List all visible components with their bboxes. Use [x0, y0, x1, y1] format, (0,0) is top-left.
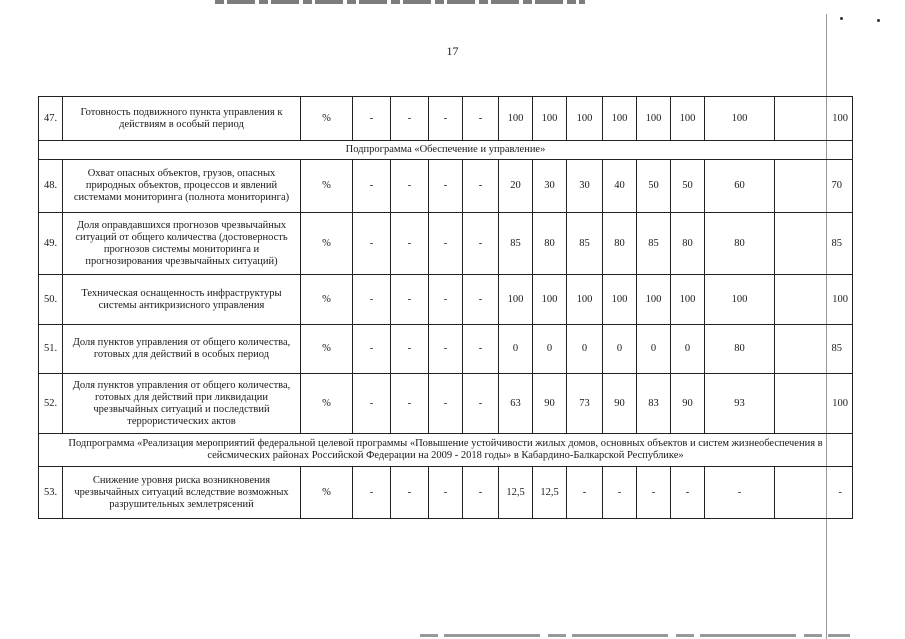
indicators-table — [38, 96, 853, 519]
value-cell: 83 — [637, 374, 671, 434]
value-cell: 100 — [671, 97, 705, 141]
value-cell: - — [391, 325, 429, 374]
value-cell: 73 — [567, 374, 603, 434]
unit-cell: % — [301, 160, 353, 213]
value-cell: - — [463, 275, 499, 325]
table-row — [39, 325, 853, 374]
value-cell: 85 — [637, 213, 671, 275]
value-cell: 100 — [775, 97, 853, 141]
table-row — [39, 213, 853, 275]
value-cell: - — [353, 213, 391, 275]
value-cell: 0 — [637, 325, 671, 374]
value-cell: - — [429, 97, 463, 141]
value-cell: 85 — [567, 213, 603, 275]
table-row — [39, 160, 853, 213]
value-cell: 100 — [603, 97, 637, 141]
value-cell: 50 — [637, 160, 671, 213]
unit-cell: % — [301, 213, 353, 275]
value-cell: 100 — [567, 275, 603, 325]
scan-artifact-top — [215, 0, 585, 4]
value-cell: 40 — [603, 160, 637, 213]
value-cell: - — [567, 467, 603, 519]
indicator-name: Доля оправдавшихся прогнозов чрезвычайных ситуаций от общего количества (достоверность прогнозов системы мониторинга и прогнозирования чрезвычайных ситуаций) — [63, 213, 301, 275]
row-number: 49. — [39, 213, 63, 275]
value-cell: - — [353, 97, 391, 141]
table-row — [39, 97, 853, 141]
value-cell: 100 — [499, 97, 533, 141]
table-row — [39, 374, 853, 434]
section-row — [39, 434, 853, 467]
value-cell: 100 — [671, 275, 705, 325]
value-cell: - — [775, 467, 853, 519]
value-cell: 100 — [705, 275, 775, 325]
indicator-name: Техническая оснащенность инфраструктуры системы антикризисного управления — [63, 275, 301, 325]
value-cell: 12,5 — [533, 467, 567, 519]
value-cell: - — [391, 97, 429, 141]
value-cell: - — [353, 374, 391, 434]
unit-cell: % — [301, 97, 353, 141]
value-cell: - — [429, 213, 463, 275]
value-cell: - — [463, 325, 499, 374]
value-cell: 0 — [533, 325, 567, 374]
value-cell: 90 — [603, 374, 637, 434]
indicator-name: Снижение уровня риска возникновения чрезвычайных ситуаций вследствие возможных разрушительных землетрясений — [63, 467, 301, 519]
unit-cell: % — [301, 325, 353, 374]
value-cell: - — [637, 467, 671, 519]
scan-speck — [877, 19, 880, 22]
unit-cell: % — [301, 275, 353, 325]
value-cell: - — [429, 275, 463, 325]
value-cell: 30 — [533, 160, 567, 213]
unit-cell: % — [301, 374, 353, 434]
table-row — [39, 275, 853, 325]
value-cell: - — [463, 97, 499, 141]
page-number: 17 — [446, 44, 459, 58]
table-row — [39, 467, 853, 519]
value-cell: - — [429, 467, 463, 519]
value-cell: - — [391, 275, 429, 325]
value-cell: 0 — [671, 325, 705, 374]
row-number: 51. — [39, 325, 63, 374]
value-cell: 30 — [567, 160, 603, 213]
value-cell: - — [353, 160, 391, 213]
value-cell: 20 — [499, 160, 533, 213]
value-cell: - — [463, 160, 499, 213]
section-title: Подпрограмма «Реализация мероприятий федеральной целевой программы «Повышение устойчивости жилых домов, основных объектов и систем жизнеобеспечения в сейсмических районах Российской Федерации на 2009 - 2018 годы» в Кабардино-Балкарской Республике» — [39, 434, 853, 467]
value-cell: 80 — [533, 213, 567, 275]
value-cell: 0 — [603, 325, 637, 374]
value-cell: - — [603, 467, 637, 519]
value-cell: 100 — [533, 97, 567, 141]
value-cell: 90 — [533, 374, 567, 434]
value-cell: 80 — [671, 213, 705, 275]
value-cell: 0 — [499, 325, 533, 374]
value-cell: - — [353, 275, 391, 325]
value-cell: - — [463, 213, 499, 275]
value-cell: 80 — [705, 325, 775, 374]
value-cell: - — [671, 467, 705, 519]
value-cell: 85 — [775, 213, 853, 275]
row-number: 50. — [39, 275, 63, 325]
value-cell: 93 — [705, 374, 775, 434]
value-cell: 100 — [533, 275, 567, 325]
value-cell: - — [429, 325, 463, 374]
value-cell: 90 — [671, 374, 705, 434]
indicator-name: Готовность подвижного пункта управления к действиям в особый период — [63, 97, 301, 141]
scan-speck — [840, 17, 843, 20]
value-cell: - — [391, 160, 429, 213]
value-cell: 85 — [775, 325, 853, 374]
value-cell: 100 — [499, 275, 533, 325]
row-number: 47. — [39, 97, 63, 141]
value-cell: 60 — [705, 160, 775, 213]
row-number: 52. — [39, 374, 63, 434]
value-cell: 0 — [567, 325, 603, 374]
value-cell: 80 — [705, 213, 775, 275]
unit-cell: % — [301, 467, 353, 519]
row-number: 48. — [39, 160, 63, 213]
value-cell: - — [391, 467, 429, 519]
section-row — [39, 141, 853, 160]
row-number: 53. — [39, 467, 63, 519]
table-body — [39, 97, 853, 519]
value-cell: - — [353, 325, 391, 374]
value-cell: 100 — [637, 275, 671, 325]
value-cell: 100 — [603, 275, 637, 325]
section-title: Подпрограмма «Обеспечение и управление» — [39, 141, 853, 160]
value-cell: - — [391, 374, 429, 434]
value-cell: 85 — [499, 213, 533, 275]
indicator-name: Доля пунктов управления от общего количества, готовых для действий в особых период — [63, 325, 301, 374]
value-cell: - — [429, 374, 463, 434]
value-cell: 100 — [637, 97, 671, 141]
value-cell: - — [391, 213, 429, 275]
value-cell: 70 — [775, 160, 853, 213]
value-cell: 63 — [499, 374, 533, 434]
value-cell: 12,5 — [499, 467, 533, 519]
value-cell: 100 — [567, 97, 603, 141]
value-cell: - — [429, 160, 463, 213]
value-cell: 50 — [671, 160, 705, 213]
value-cell: - — [463, 374, 499, 434]
value-cell: - — [463, 467, 499, 519]
value-cell: 100 — [705, 97, 775, 141]
indicator-name: Охват опасных объектов, грузов, опасных природных объектов, процессов и явлений системами мониторинга (полнота мониторинга) — [63, 160, 301, 213]
indicator-name: Доля пунктов управления от общего количества, готовых для действий при ликвидации чрезвычайных ситуаций и последствий террористических актов — [63, 374, 301, 434]
value-cell: 100 — [775, 374, 853, 434]
scan-artifact-bottom — [420, 634, 850, 637]
value-cell: - — [353, 467, 391, 519]
value-cell: - — [705, 467, 775, 519]
value-cell: 80 — [603, 213, 637, 275]
value-cell: 100 — [775, 275, 853, 325]
